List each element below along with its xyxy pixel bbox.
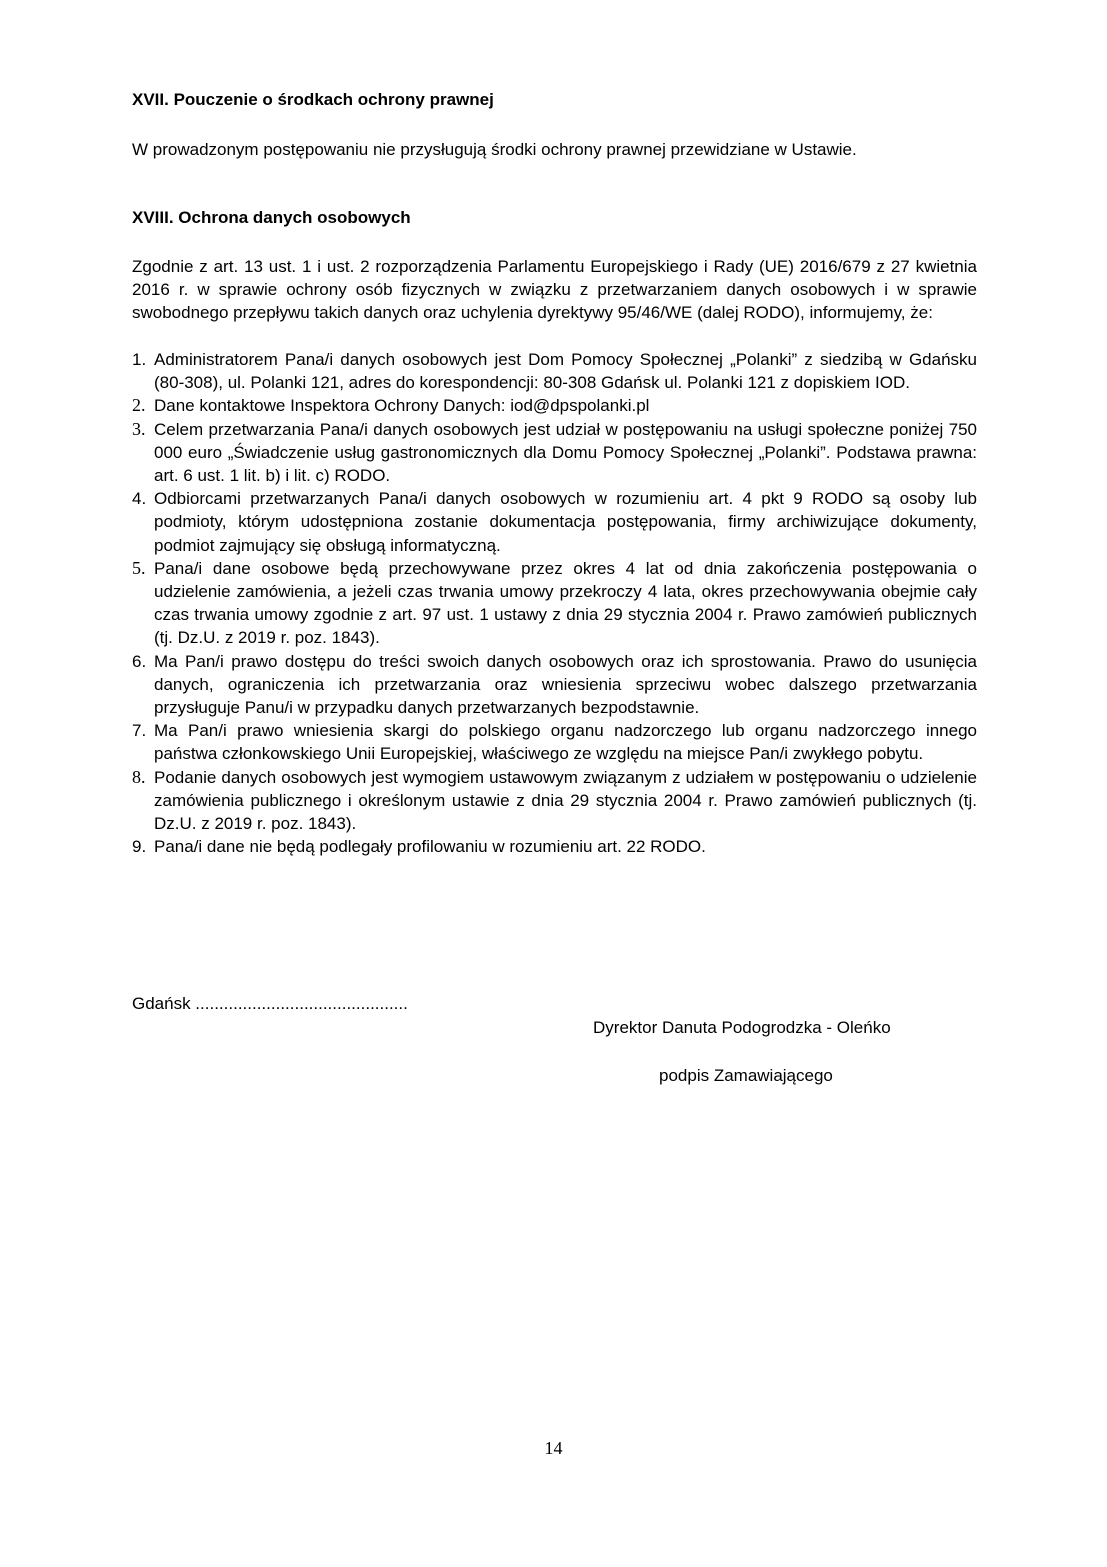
list-item-text: Podanie danych osobowych jest wymogiem ustawowym związanym z udziałem w postępowaniu o udzielenie zamówienia publicznego i określonym ustawie z dnia 29 stycznia 2004 r. Prawo zamówień publicznych (tj. Dz.U. z 2019 r. poz. 1843). bbox=[154, 767, 977, 834]
signature-name: Dyrektor Danuta Podogrodzka - Oleńko bbox=[593, 1018, 891, 1037]
list-item-number: 4. bbox=[132, 489, 147, 509]
list-item-number: 8. bbox=[132, 766, 146, 787]
list-item-text: Odbiorcami przetwarzanych Pana/i danych osobowych w rozumieniu art. 4 pkt 9 RODO są osoby lub podmioty, którym udostępniona zostanie dokumentacja postępowania, firmy archiwizujące dokumenty, podmiot zajmujący się obsługą informatyczną. bbox=[154, 489, 977, 555]
list-item bbox=[132, 719, 977, 765]
section-17-heading: XVII. Pouczenie o środkach ochrony prawnej bbox=[132, 90, 494, 109]
list-item-number: 3. bbox=[132, 418, 146, 439]
list-item-number: 2. bbox=[132, 395, 146, 416]
list-item-text: Administratorem Pana/i danych osobowych jest Dom Pomocy Społecznej „Polanki” z siedzibą w Gdańsku (80-308), ul. Polanki 121, adres do korespondencji: 80-308 Gdańsk ul. Polanki 121 z dopiskiem IOD. bbox=[154, 350, 977, 393]
list-item-text: Celem przetwarzania Pana/i danych osobowych jest udział w postępowaniu na usługi społeczne poniżej 750 000 euro „Świadczenie usług gastronomicznych dla Domu Pomocy Społecznej „Polanki”. Podstawa prawna: art. 6 ust. 1 lit. b) i lit. c) RODO. bbox=[154, 419, 977, 486]
list-item-number: 5. bbox=[132, 557, 146, 578]
section-18-heading: XVIII. Ochrona danych osobowych bbox=[132, 208, 411, 227]
list-item-number: 6. bbox=[132, 651, 147, 671]
list-item bbox=[132, 348, 977, 394]
rodo-list bbox=[132, 348, 977, 858]
list-item bbox=[132, 394, 977, 417]
list-item bbox=[132, 835, 977, 858]
signature-caption: podpis Zamawiającego bbox=[659, 1066, 833, 1085]
list-item bbox=[132, 650, 977, 720]
page-number: 14 bbox=[544, 1438, 563, 1458]
section-17-text: W prowadzonym postępowaniu nie przysługują środki ochrony prawnej przewidziane w Ustawie. bbox=[132, 140, 857, 159]
list-item-text: Pana/i dane nie będą podlegały profilowaniu w rozumieniu art. 22 RODO. bbox=[154, 837, 706, 857]
list-item-number: 9. bbox=[132, 837, 147, 857]
list-item-number: 7. bbox=[132, 721, 147, 741]
list-item bbox=[132, 487, 977, 557]
list-item-number: 1. bbox=[132, 350, 147, 369]
list-item-text: Ma Pan/i prawo dostępu do treści swoich danych osobowych oraz ich sprostowania. Prawo do usunięcia danych, ograniczenia ich przetwarzania oraz wniesienia sprzeciwu wobec dalszego przetwarzania przysługuje Panu/i w przypadku danych przetwarzanych bezpodstawnie. bbox=[154, 651, 977, 718]
section-18-intro: Zgodnie z art. 13 ust. 1 i ust. 2 rozporządzenia Parlamentu Europejskiego i Rady (UE) 2016/679 z 27 kwietnia 2016 r. w sprawie ochrony osób fizycznych w związku z przetwarzaniem danych osobowych i w sprawie swobodnego przepływu takich danych oraz uchylenia dyrektywy 95/46/WE (dalej RODO), informujemy, że: bbox=[132, 257, 977, 323]
list-item bbox=[132, 418, 977, 488]
list-item bbox=[132, 766, 977, 836]
list-item-text: Ma Pan/i prawo wniesienia skargi do polskiego organu nadzorczego lub organu nadzorczego innego państwa członkowskiego Unii Europejskiej, właściwego ze względu na miejsce Pan/i zwykłego pobytu. bbox=[154, 721, 977, 764]
list-item bbox=[132, 557, 977, 650]
signature-place-date: Gdańsk ............................................. bbox=[132, 994, 408, 1013]
list-item-text: Pana/i dane osobowe będą przechowywane przez okres 4 lat od dnia zakończenia postępowania o udzielenie zamówienia, a jeżeli czas trwania umowy przekroczy 4 lata, okres przechowywania obejmie cały czas trwania umowy zgodnie z art. 97 ust. 1 ustawy z dnia 29 stycznia 2004 r. Prawo zamówień publicznych (tj. Dz.U. z 2019 r. poz. 1843). bbox=[154, 558, 977, 648]
list-item-text: Dane kontaktowe Inspektora Ochrony Danych: iod@dpspolanki.pl bbox=[154, 396, 650, 416]
